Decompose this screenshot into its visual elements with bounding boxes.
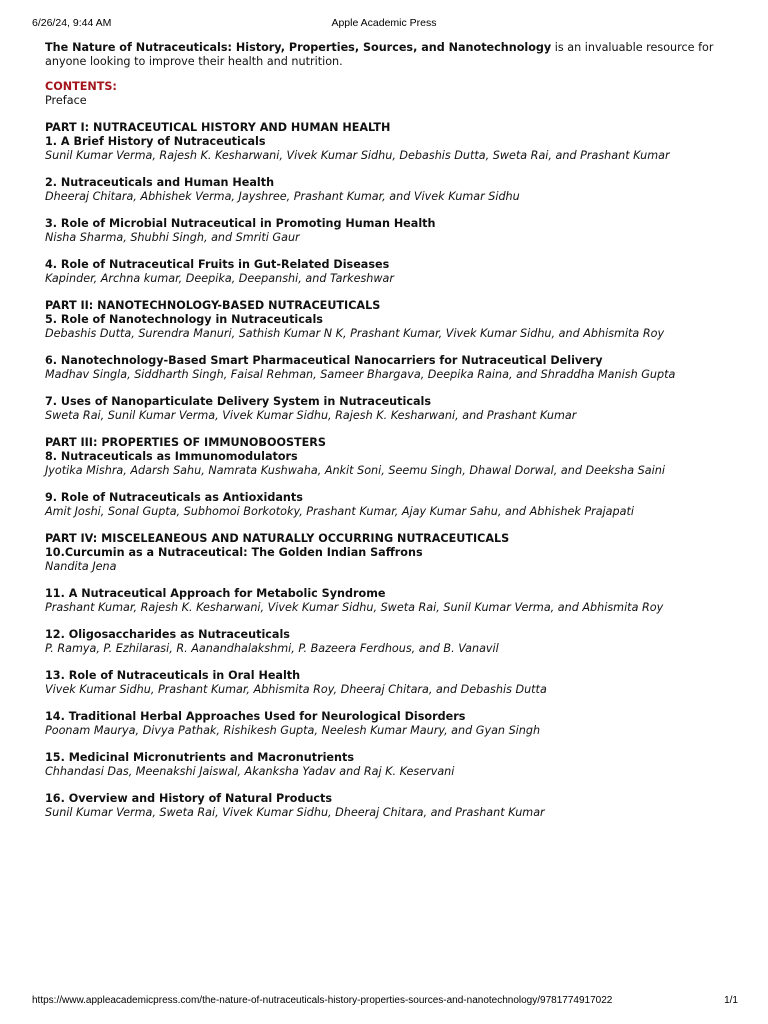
chapter-entry [45,450,735,478]
chapter-entry [45,751,735,779]
chapter-title: 6. Nanotechnology-Based Smart Pharmaceutical Nanocarriers for Nutraceutical Delivery [45,354,603,367]
chapter-authors: Nandita Jena [45,560,117,573]
chapter-title: 7. Uses of Nanoparticulate Delivery System in Nutraceuticals [45,395,431,408]
chapter-title: 3. Role of Microbial Nutraceutical in Promoting Human Health [45,217,436,230]
chapter-authors: Debashis Dutta, Surendra Manuri, Sathish Kumar N K, Prashant Kumar, Vivek Kumar Sidhu, and Abhismita Roy [45,327,665,340]
chapter-entry [45,135,735,163]
chapter-authors: Sunil Kumar Verma, Rajesh K. Kesharwani, Vivek Kumar Sidhu, Debashis Dutta, Sweta Rai, and Prashant Kumar [45,149,670,162]
chapter-title: 5. Role of Nanotechnology in Nutraceuticals [45,313,323,326]
chapter-title: 16. Overview and History of Natural Products [45,792,333,805]
preface-entry: Preface [45,94,87,107]
print-footer [0,995,768,1009]
chapter-authors: Vivek Kumar Sidhu, Prashant Kumar, Abhismita Roy, Dheeraj Chitara, and Debashis Dutta [45,683,547,696]
chapter-entry [45,176,735,204]
chapter-authors: Dheeraj Chitara, Abhishek Verma, Jayshree, Prashant Kumar, and Vivek Kumar Sidhu [45,190,520,203]
chapter-entry [45,628,735,656]
book-title: The Nature of Nutraceuticals: History, Properties, Sources, and Nanotechnology [45,41,552,54]
chapter-title: 9. Role of Nutraceuticals as Antioxidants [45,491,303,504]
chapter-authors: Poonam Maurya, Divya Pathak, Rishikesh Gupta, Neelesh Kumar Maury, and Gyan Singh [45,724,541,737]
part-heading: PART III: PROPERTIES OF IMMUNOBOOSTERS [45,436,326,449]
part-heading: PART IV: MISCELEANEOUS AND NATURALLY OCCURRING NUTRACEUTICALS [45,532,510,545]
chapter-entry [45,587,735,615]
chapter-authors: Sweta Rai, Sunil Kumar Verma, Vivek Kumar Sidhu, Rajesh K. Kesharwani, and Prashant Kumar [45,409,577,422]
chapter-entry [45,669,735,697]
print-site-title: Apple Academic Press [331,17,437,29]
part-heading: PART I: NUTRACEUTICAL HISTORY AND HUMAN HEALTH [45,121,391,134]
chapter-title: 13. Role of Nutraceuticals in Oral Health [45,669,301,682]
chapter-entry [45,258,735,286]
print-datetime: 6/26/24, 9:44 AM [32,17,112,29]
chapter-authors: Amit Joshi, Sonal Gupta, Subhomoi Borkotoky, Prashant Kumar, Ajay Kumar Sahu, and Abhishek Prajapati [45,505,634,518]
chapter-entry [45,395,735,423]
page-number: 1/1 [724,995,738,1006]
chapter-title: 12. Oligosaccharides as Nutraceuticals [45,628,290,641]
chapter-title: 1. A Brief History of Nutraceuticals [45,135,266,148]
chapter-authors: Sunil Kumar Verma, Sweta Rai, Vivek Kumar Sidhu, Dheeraj Chitara, and Prashant Kumar [45,806,545,819]
chapter-authors: Nisha Sharma, Shubhi Singh, and Smriti Gaur [45,231,300,244]
chapter-authors: Jyotika Mishra, Adarsh Sahu, Namrata Kushwaha, Ankit Soni, Seemu Singh, Dhawal Dorwal, and Deeksha Saini [45,464,665,477]
chapter-title: 15. Medicinal Micronutrients and Macronutrients [45,751,354,764]
chapter-title: 14. Traditional Herbal Approaches Used for Neurological Disorders [45,710,466,723]
document-body [45,41,735,833]
chapter-authors: Madhav Singla, Siddharth Singh, Faisal Rehman, Sameer Bhargava, Deepika Raina, and Shraddha Manish Gupta [45,368,676,381]
intro-paragraph [45,41,735,69]
chapter-title: 10.Curcumin as a Nutraceutical: The Golden Indian Saffrons [45,546,423,559]
print-header [0,17,768,31]
chapter-authors: Prashant Kumar, Rajesh K. Kesharwani, Vivek Kumar Sidhu, Sweta Rai, Sunil Kumar Verma, and Abhismita Roy [45,601,664,614]
chapter-entry [45,491,735,519]
chapter-authors: Kapinder, Archna kumar, Deepika, Deepanshi, and Tarkeshwar [45,272,394,285]
chapter-entry [45,546,735,574]
chapter-entry [45,710,735,738]
chapter-authors: Chhandasi Das, Meenakshi Jaiswal, Akanksha Yadav and Raj K. Keservani [45,765,455,778]
chapter-entry [45,313,735,341]
page-url: https://www.appleacademicpress.com/the-nature-of-nutraceuticals-history-properties-sources-and-nanotechnology/9781774917022 [32,995,613,1006]
chapter-title: 4. Role of Nutraceutical Fruits in Gut-Related Diseases [45,258,390,271]
part-heading: PART II: NANOTECHNOLOGY-BASED NUTRACEUTICALS [45,299,381,312]
chapter-entry [45,792,735,820]
chapter-title: 8. Nutraceuticals as Immunomodulators [45,450,298,463]
chapter-authors: P. Ramya, P. Ezhilarasi, R. Aanandhalakshmi, P. Bazeera Ferdhous, and B. Vanavil [45,642,499,655]
chapter-title: 2. Nutraceuticals and Human Health [45,176,275,189]
contents-heading: CONTENTS: [45,80,117,93]
chapter-entry [45,354,735,382]
chapter-title: 11. A Nutraceutical Approach for Metabolic Syndrome [45,587,386,600]
book-description: is an invaluable resource for anyone looking to improve their health and nutrition. [45,41,714,68]
chapter-entry [45,217,735,245]
